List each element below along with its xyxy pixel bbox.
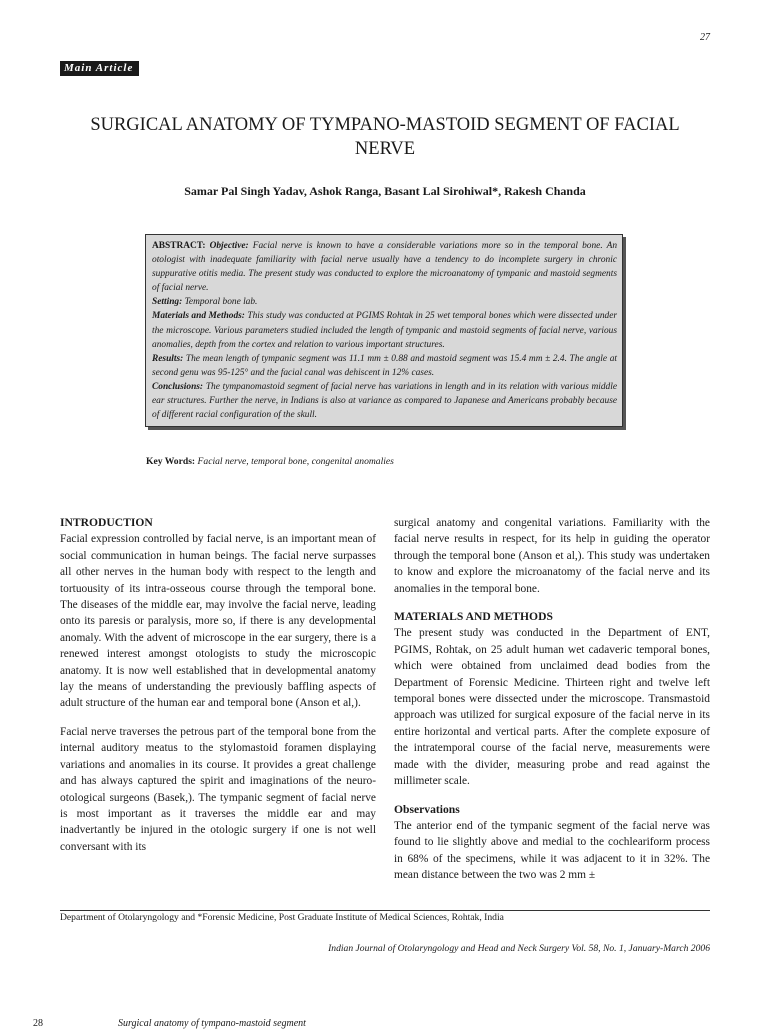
abstract-lead-label: ABSTRACT:	[152, 241, 206, 251]
left-column	[60, 515, 376, 855]
abstract-objective	[152, 239, 617, 295]
abstract-results	[152, 352, 617, 380]
setting-text: Temporal bone lab.	[184, 297, 258, 308]
right-column	[394, 515, 710, 884]
abstract-setting	[152, 295, 617, 309]
observations-heading: Observations	[394, 802, 460, 816]
methods-label: Materials and Methods:	[152, 311, 245, 322]
affiliation-footnote: Department of Otolaryngology and *Forensic Medicine, Post Graduate Institute of Medical Sciences, Rohtak, India	[60, 912, 504, 923]
article-type-tag: Main Article	[60, 61, 139, 76]
methods-heading: MATERIALS AND METHODS	[394, 610, 553, 624]
conclusions-label: Conclusions:	[152, 381, 204, 392]
next-page-running-title: Surgical anatomy of tympano-mastoid segment	[118, 1018, 306, 1029]
page-number: 27	[700, 32, 710, 43]
results-text: The mean length of tympanic segment was 11.1 mm ± 0.88 and mastoid segment was 15.4 mm ± 2.4. The angle at second genu was 95-125° and the facial canal was dehiscent in 12% cases.	[152, 353, 617, 378]
keywords-label: Key Words:	[146, 456, 196, 467]
abstract-methods	[152, 309, 617, 351]
next-page-number: 28	[33, 1018, 43, 1029]
objective-label: Objective:	[209, 241, 249, 251]
introduction-paragraph-continued: surgical anatomy and congenital variations. Familiarity with the facial nerve results in respect, for its help in guiding the operator through the temporal bone (Anson et al,). This study was undertaken to know and explore the microanatomy of the facial nerve and its anomalies in the temporal bone.	[394, 517, 710, 595]
methods-text: This study was conducted at PGIMS Rohtak in 25 wet temporal bones which were dissected under the microscope. Various parameters studied included the length of tympanic and mastoid segments of facial nerve, various anomalies, depth from the cortex and relation to various important structures.	[152, 311, 618, 350]
introduction-paragraph-2: Facial nerve traverses the petrous part of the temporal bone from the internal auditory meatus to the stylomastoid foramen displaying variations and anomalies in its course. It provides a great challenge and has always captured the spirit and imaginations of the neuro-otological surgeons (Basek,). The tympanic segment of facial nerve is most important as it traverses the middle ear and may inadvertantly be injured in the otologic surgery if one is not well conversant with its	[60, 725, 376, 853]
journal-citation: Indian Journal of Otolaryngology and Head and Neck Surgery Vol. 58, No. 1, January-March 2006	[328, 943, 710, 954]
author-list: Samar Pal Singh Yadav, Ashok Ranga, Basant Lal Sirohiwal*, Rakesh Chanda	[184, 184, 586, 198]
conclusions-text: The tympanomastoid segment of facial nerve has variations in length and in its relation with various middle ear structures. Further the nerve, in Indians is also at variance as compared to Japanese and Americans probably because of different racial configuration of the skull.	[152, 381, 617, 421]
abstract-box	[145, 234, 623, 427]
observations-paragraph: The anterior end of the tympanic segment of the facial nerve was found to lie slightly above and medial to the cochleariform process in 68% of the specimens, while it was adjacent to it in 32%. The mean distance between the two was 2 mm ±	[394, 819, 710, 882]
keywords-line	[146, 456, 394, 467]
abstract-conclusions	[152, 380, 617, 422]
objective-text: Facial nerve is known to have a considerable variations more so in the temporal bone. An otologist with inadequate familiarity with facial nerve usually have a tendency to do incomplete surgery in chronic suppurative otitis media. The present study was conducted to explore the microanatomy of tympanic and mastoid segments of facial nerve.	[152, 241, 618, 294]
footnote-divider	[60, 910, 710, 911]
introduction-heading: INTRODUCTION	[60, 516, 153, 529]
article-title: SURGICAL ANATOMY OF TYMPANO-MASTOID SEGMENT OF FACIAL NERVE	[90, 115, 680, 159]
setting-label: Setting:	[152, 297, 183, 308]
keywords-text: Facial nerve, temporal bone, congenital anomalies	[197, 456, 394, 467]
results-label: Results:	[152, 353, 184, 364]
methods-paragraph: The present study was conducted in the Department of ENT, PGIMS, Rohtak, on 25 adult human wet cadaveric temporal bones, which were obtained from unclaimed dead bodies from the Department of Forensic Medicine. Thirteen right and twelve left temporal bones were dissected under the microscope. Transmastoid approach was utilized for surgical exposure of the facial nerve in its entire horizontal and vertical parts. After the complete exposure of the intratemporal course of the facial nerve, measurements were made with the divider, measuring probe and read against the millimeter scale.	[394, 627, 710, 788]
introduction-paragraph-1: Facial expression controlled by facial nerve, is an important mean of social communication in human beings. The facial nerve surpasses all other nerves in the human body with respect to the length and tortuousity of its intra-osseous course through the temporal bone. The diseases of the middle ear, may involve the facial nerve, leading onto its paresis or paralysis, more so, if there is any developmental anomaly. With the advent of microscope in the ear surgery, there is a renewed interest amongst otologists to study the microscopic anatomy. It is now well established that in developmental anatomy lay the means of understanding the previously baffling aspects of adult structure of the human ear and temporal bone (Anson et al,).	[60, 533, 376, 710]
